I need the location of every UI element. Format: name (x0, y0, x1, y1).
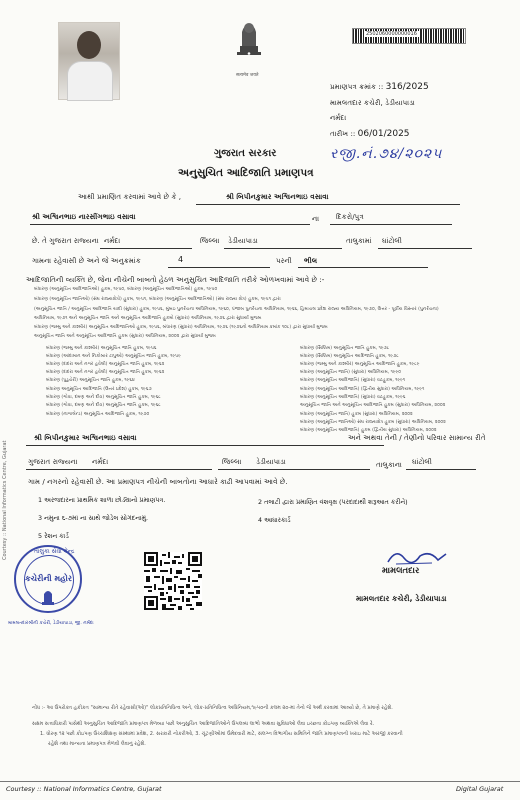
date-row (330, 129, 410, 139)
note-line-2: સક્ષમ સત્તાધિકારી પાસેથી અનુસુચિત આદિજાતિ પ્રમાણપત્ર મેળવ્યા પછી અનુસુચિત આદિજાતિઓને ઉપલબ્ધ લાભો અથવા સુવિધાઓ લેવા ઇચ્છતા કોઇપણ વ્યક્તિએ લેવા રે. (32, 721, 375, 727)
relation-prefix: ના (312, 214, 320, 223)
photo-body (67, 61, 113, 101)
seal-bottom-text: મામલતદારશ્રીની કચેરી, ડેડીયાપાડા, જી. નર્મદા (8, 621, 94, 626)
signature-designation: મામલતદાર (382, 566, 420, 576)
doc-item: 5 રેશન કાર્ડ (38, 532, 69, 540)
act-line-5: બંધારણ (જમ્મુ અને કાશ્મીર) અનુસૂચિત આદિજાતિઓ હુકમ, ૧૯૫૬, બંધારણ (સુધારા) અધિનિયમ, ૧૯૭૬ (૧૯૭૬નો અધિનિયમ ક્રમાંક ૧૦૮) દ્વારા સુધાર્યા મુજબ (34, 325, 328, 330)
docs-intro: ગામ / નગરનો રહેવાસી છે. આ પ્રમાણપત્ર નીચેની બાબતોના આધારે કાઢી આપવામાં આવે છે. (28, 477, 288, 486)
left-list-item: બંધારણ (ગોવા, દમણ અને દીવ) અનુસૂચિત જાતિ હુકમ, ૧૯૬૮ (46, 395, 161, 400)
footer-brand: Digital Gujarat (456, 785, 504, 793)
qr-code (144, 552, 202, 610)
res-taluka-label: તાલુકાના (376, 460, 402, 469)
res-district-underline (26, 469, 212, 470)
act-line-4: અધિનિયમ, ૧૯૭૧ અને અનુસૂચિત જાતિ અને અનુસૂચિત આદિજાતિ હુકમો (સુધારા) અધિનિયમ, ૧૯૭૬ દ્વારા સુધાર્યા મુજબ (34, 316, 262, 321)
date-sep: :: (350, 129, 356, 138)
applicant-photo (58, 22, 120, 100)
cert-number-label: પ્રમાણપત્ર ક્રમાંક (330, 82, 377, 91)
seal-main-text: કચેરીની મહોર (25, 574, 72, 583)
left-list-item: બંધારણ (જમ્મુ અને કાશ્મીર) અનુસૂચિત જાતિ હુકમ, ૧૯૫૬ (46, 346, 157, 351)
title-state: ગુજરાત સરકાર (214, 148, 277, 159)
qr-code-icon (144, 552, 202, 610)
right-list-item: બંધારણ (સિક્કિમ) અનુસૂચિત જાતિ હુકમ, ૧૯૭૮ (300, 346, 390, 351)
right-list-item: બંધારણ (અનુસૂચિત આદિજાતિ) (સુધારા) વટહુકમ, ૧૯૯૧ (300, 378, 406, 383)
act-line-6: અનુસૂચિત જાતિ અને અનુસૂચિત આદિજાતિ હુકમ (સુધારા) અધિનિયમ, ૨૦૦૨ દ્વારા સુધાર્યા મુજબ (34, 334, 216, 339)
national-emblem-icon (232, 16, 266, 68)
family-name: શ્રી બિપીનકુમાર અશ્વિનભાઇ વસાવા (34, 433, 137, 442)
emblem-caption: सत्यमेव जयते (236, 73, 259, 78)
footer-divider (0, 781, 520, 782)
seal-top-text: તાલુકા સેવા કેન્દ્ર (34, 548, 75, 555)
village: ઘાંટોલી (382, 236, 402, 245)
title-main: અનુસુચિત આદિજાતિ પ્રમાણપત્ર (178, 167, 314, 179)
left-list-item: બંધારણ (નાગાલેન્ડ) અનુસૂચિત આદિજાતિ હુકમ, ૧૯૭૦ (46, 412, 150, 417)
signature-mark-icon (382, 546, 452, 568)
tribe-underline (298, 267, 428, 268)
cert-number-sep: :: (378, 82, 384, 91)
act-line-2: બંધારણ (અનુસૂચિત જાતિઓ) (સંઘ રાજ્યક્ષેત્રો) હુકમ, ૧૯૫૧, બંધારણ (અનુસૂચિત આદિજાતિઓ) (સંઘ રાજ્ય ક્ષેત્ર) હુકમ, ૧૯૫૧ દ્વારા (34, 297, 281, 302)
right-list-item: બંધારણ (અનુસૂચિત આદિજાતિ) (સુધારા) વટહુકમ, ૧૯૯૬ (300, 395, 406, 400)
taluka-inline: ડેડીયાપાડા (228, 236, 258, 245)
left-list-item: બંધારણ (આંદામાન અને નિકોબાર ટાપુઓ) અનુસૂચિત જાતિ હુકમ, ૧૯૫૯ (46, 354, 181, 359)
applicant-underline (196, 204, 460, 205)
tribe-statement: આદિજાતિની વ્યક્તિ છે, જેના નીચેની બાબતો હેઠળ અનુસુચિત આદિજાતિ તરીકે ઓળખવામાં આવે છે :- (26, 275, 325, 284)
footer-courtesy: Courtesy :: National Informatics Centre, Gujarat (6, 785, 162, 793)
note-line-4: રહેશે તથા માન્યતા પ્રમાણપત્ર મેળવી લેવાનું રહેશે. (48, 741, 146, 747)
family-underline (26, 445, 384, 446)
father-name: શ્રી અશ્વિનભાઇ નારસીંગભાઇ વસાવા (32, 212, 136, 221)
side-courtesy-text: Courtesy :: National Informatics Centre, Gujarat (2, 440, 8, 560)
left-list-item: બંધારણ અનુસૂચિત આદિજાતિ (ઉત્તર પ્રદેશ) હુકમ, ૧૯૬૭ (46, 387, 152, 392)
date-label: તારીખ (330, 129, 349, 138)
serial-no: 4 (178, 255, 184, 264)
right-list-item: બંધારણ (અનુસૂચિત આદિજાતિ) (દ્વિતીય સુધારા) અધિનિયમ, ૧૯૯૧ (300, 387, 425, 392)
res-taluka-underline (218, 469, 370, 470)
res-district: નર્મદા (92, 457, 109, 466)
village-line-prefix: ગામના રહેવાસી છે અને જે અનુક્રમાંક (32, 256, 141, 265)
res-village: ઘાંટોલી (412, 457, 432, 466)
serial-underline (168, 267, 270, 268)
right-list-item: અનુસૂચિત જાતિ અને અનુસૂચિત આદિજાતિ હુકમ (સુધારા) અધિનિયમ, ૨૦૦૨ (300, 403, 446, 408)
right-list-item: બંધારણ (અનુસૂચિત આદિજાતિ) હુકમ (દ્વિતીય સુધારા) અધિનિયમ, ૨૦૦૨ (300, 428, 437, 433)
family-text: અને અથવા તેની / તેણીનો પરિવાર સામાન્ય રીતે (348, 433, 486, 442)
relation-underline (330, 224, 452, 225)
right-list-item: બંધારણ (જમ્મુ અને કાશ્મીર) અનુસૂચિત આદિજાતિ હુકમ, ૧૯૮૯ (300, 362, 420, 367)
act-line-3: (અનુસૂચિત જાતિ / અનુસૂચિત આદિજાતિ યાદી (સુધારા) હુકમ, ૧૯૫૬, મુંબઇ પુનર્રચના અધિનિયમ, ૧૯૬૦, પંજાબ પુનર્રચના અધિનિયમ, ૧૯૬૬, હિમાચલ પ્રદેશ રાજ્ય અધિનિયમ, ૧૯૭૦, ઉત્તર - પૂર્વીય વિસ્તાર (પુનર્રચના) (34, 307, 439, 312)
relation-value: દિકરો/પુત્ર (336, 212, 364, 221)
doc-item: 1 અરજદારના પ્રાથમિક શાળા છોડ્યાનો પ્રમાણપત્ર. (38, 496, 166, 504)
district-underline (100, 248, 192, 249)
left-list-item: બંધારણ (પુડુચેરી) અનુસૂચિત જાતિ હુકમ, ૧૯૬૪ (46, 378, 135, 383)
note-line-3: 1. ધોરણ ૧૨ પછી કોઇપણ ઉચ્ચશિક્ષણ સંસ્થામાં પ્રવેશ, 2. સરકારી નોકરીઓ, 3. ચૂંટણીઓમાં ઉમેદવારી માટે, સંલગ્ન વિભાગીય સમિતિને જાતિ પ્રમાણપત્રની ખરાઇ માટે અરજી કરવાની (40, 731, 403, 737)
note-line-1: નોંધ :- આ ઉપરોક્ત હકીકત "સામાન્ય રીતે રહેવાસી(ઓ)" લોકપ્રતિનિધિત્વ અને, લોક-પ્રતિનિધિત્વ અધિનિયમ,૧૯૫૦ની કલમ ૨૦-માં તેનો જે અર્થ કરવામાં આવ્યો છે, તે પ્રમાણે રહેશે. (32, 705, 393, 711)
right-list-item: બંધારણ (સિક્કિમ) અનુસૂચિત આદિજાતિ હુકમ, ૧૯૭૮ (300, 354, 399, 359)
district-suffix: જિલ્લા (200, 236, 220, 245)
village-underline (378, 248, 472, 249)
tribe: ભીલ (304, 256, 318, 265)
signature-office: મામલતદાર કચેરી, ડેડીયાપાડા (356, 594, 447, 603)
office-line2: નર્મદા (330, 113, 347, 122)
left-list-item: બંધારણ (દાદરા અને નગર હવેલી) અનુસૂચિત જાતિ હુકમ, ૧૯૬૨ (46, 362, 165, 367)
barcode-text: 2502060000000016 (366, 31, 417, 37)
doc-item: 4 આધારકાર્ડ (258, 516, 291, 524)
right-list-item: બંધારણ (અનુસૂચિત જાતિ) (સુધારા) અધિનિયમ, ૧૯૯૦ (300, 370, 402, 375)
cert-number-row (330, 82, 429, 92)
state-text: છે. તે ગુજરાત રાજ્યના (32, 236, 99, 245)
left-list-item: બંધારણ (દાદરા અને નગર હવેલી) અનુસૂચિત જાતિ હુકમ, ૧૯૬૨ (46, 370, 165, 375)
left-list-item: બંધારણ (ગોવા, દમણ અને દીવ) અનુસૂચિત જાતિ હુકમ, ૧૯૬૮ (46, 403, 161, 408)
doc-item: 3 નમુના ૬-૭માં ના સાથે જોડેલ સોગંદનામું. (38, 514, 149, 522)
seal-emblem-icon (40, 588, 56, 606)
act-line-1: બંધારણ (અનુસૂચિત આદિજાતિઓ) હુકમ, ૧૯૫૦, બંધારણ (અનુસૂચિત આદિજાતિઓ) હુકમ, ૧૯૫૦ (34, 287, 218, 292)
certify-text: આથી પ્રમાણિત કરવામાં આવે છે કે , (78, 192, 181, 201)
date-value: 06/01/2025 (357, 129, 410, 139)
tribe-prefix: પરની (276, 256, 292, 265)
taluka-underline (224, 248, 342, 249)
father-underline (30, 224, 310, 225)
office-line1: મામલતદાર કચેરી, ડેડીયાપાડા (330, 98, 415, 107)
res-village-underline (406, 469, 476, 470)
doc-item: 2 તલાટી દ્વારા પ્રમાણિત વંશવૃક્ષ (પરદાદાથી શરૂઆત કરીને) (258, 498, 408, 506)
cert-number-value: 316/2025 (385, 82, 429, 92)
res-taluka-inline: ડેડીયાપાડા (256, 457, 286, 466)
res-district-suffix: જિલ્લા (222, 457, 242, 466)
applicant-name: શ્રી બિપીનકુમાર અશ્વિનભાઇ વસાવા (226, 192, 329, 201)
photo-head (77, 31, 101, 59)
taluka-label: તાલુકામાં (346, 236, 372, 245)
res-state-text: ગુજરાત રાજ્યના (28, 457, 78, 466)
handwritten-reference: રજી.નં.૭૪/૨૦૨૫ (330, 146, 443, 162)
right-list-item: બંધારણ (અનુસૂચિત જાતિઓ) સંઘ રાજ્યક્ષેત્ર હુકમ (સુધારા) અધિનિયમ, ૨૦૦૨ (300, 420, 446, 425)
district: નર્મદા (104, 236, 121, 245)
right-list-item: બંધારણ (અનુસૂચિત જાતિ) હુકમ (સુધારા) અધિનિયમ, ૨૦૦૨ (300, 412, 413, 417)
